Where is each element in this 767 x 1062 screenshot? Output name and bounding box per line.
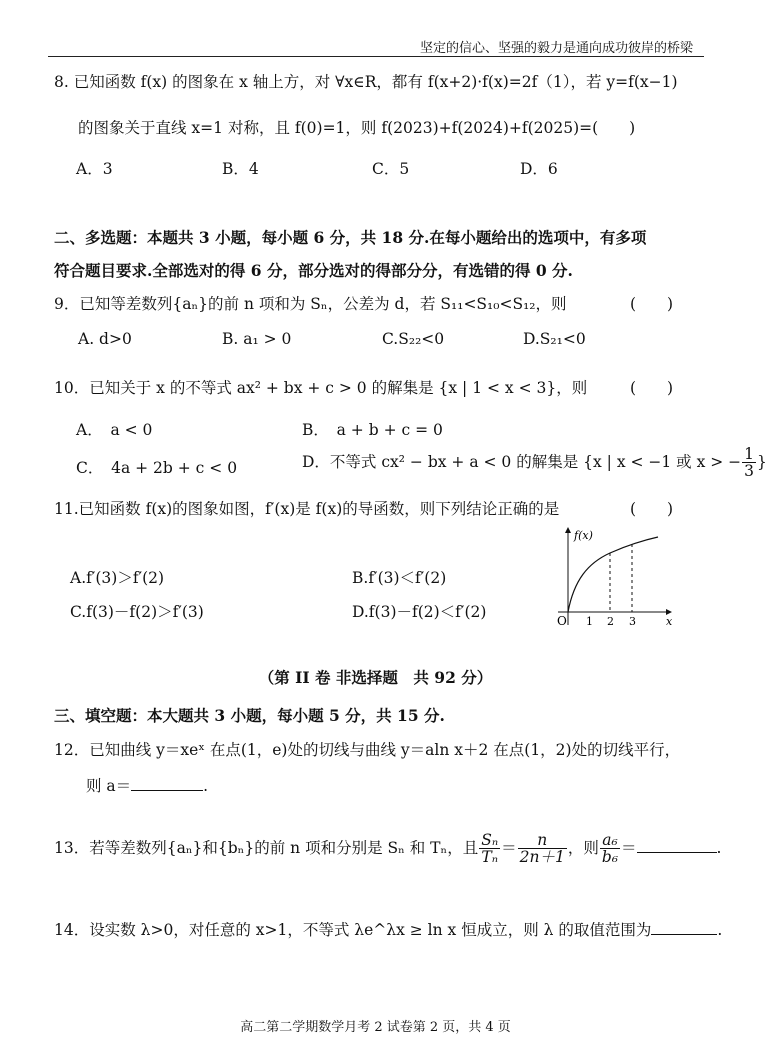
q11-option-a: A.f′(3)＞f′(2): [70, 569, 165, 587]
y-axis-arrow: [565, 527, 571, 533]
q12-prefix: 则 a＝: [86, 777, 132, 795]
q12-line2: 则 a＝ .: [86, 777, 209, 795]
q14-text: 14．设实数 λ>0，对任意的 x>1，不等式 λe^λx ≥ ln x 恒成立，则 λ 的取值范围为: [54, 921, 652, 939]
q13-frac-st: [479, 832, 500, 866]
q10-option-d: [302, 446, 767, 480]
q10-option-a: A． a < 0: [76, 421, 153, 439]
q11-option-b: B.f′(3)＜f′(2): [352, 569, 447, 587]
graph-tick-2: 2: [607, 615, 614, 628]
q13-prefix: 13．若等差数列{aₙ}和{bₙ}的前 n 项和分别是 Sₙ 和 Tₙ，且: [54, 838, 479, 857]
q10-stem: 10．已知关于 x 的不等式 ax² + bx + c > 0 的解集是 {x | 1 < x < 3}，则: [54, 379, 588, 397]
q13-mid: ，则: [567, 838, 599, 857]
q13-eq2: ＝: [621, 838, 637, 857]
q13-eq: ＝: [501, 838, 517, 857]
q11-stem: 11.已知函数 f(x)的图象如图，f′(x)是 f(x)的导函数，则下列结论正确的是: [54, 500, 560, 518]
q13-answer-blank[interactable]: [637, 852, 717, 853]
q11-option-c: C.f(3)－f(2)＞f′(3): [70, 603, 204, 621]
graph-tick-3: 3: [629, 615, 636, 628]
q13-frac-n-den: 2n＋1: [519, 848, 565, 867]
q8-line2: 的图象关于直线 x=1 对称，且 f(0)=1，则 f(2023)+f(2024)+f(2025)=( ): [78, 119, 636, 137]
q10-option-d-den: 3: [744, 462, 755, 481]
q13-frac-n: [518, 832, 567, 866]
graph-ylabel: f(x): [574, 529, 593, 542]
q10-option-d-fraction: [742, 446, 756, 480]
graph-xlabel: x: [666, 615, 673, 628]
f-curve: [568, 537, 658, 612]
q13-frac-st-den: Tₙ: [481, 848, 498, 867]
q9-option-b: B. a₁ > 0: [222, 330, 292, 348]
section2-line2: 符合题目要求.全部选对的得 6 分，部分选对的得部分分，有选错的得 0 分.: [54, 261, 573, 280]
q13-line: 13．若等差数列{aₙ}和{bₙ}的前 n 项和分别是 Sₙ 和 Tₙ，且 $\frac{\text{Sₙ}}{\text{Tₙ}}$ ＝ $\frac{n}{2n+1}$ ，则 $\frac{\text{a₆}}{\text{b₆}}$ ＝ .: [54, 831, 722, 867]
q9-paren: ( ): [630, 295, 674, 313]
q8-line1: 8. 已知函数 f(x) 的图象在 x 轴上方，对 ∀x∈R，都有 f(x+2)·f(x)=2f（1），若 y=f(x−1): [54, 73, 678, 91]
q8-option-c: C．5: [372, 160, 410, 178]
q10-paren: ( ): [630, 379, 674, 397]
graph-tick-1: 1: [586, 615, 593, 628]
q12-line1: 12．已知曲线 y＝xeˣ 在点(1，e)处的切线与曲线 y＝aln x＋2 在点(1，2)处的切线平行，: [54, 741, 681, 759]
q10-option-b: B． a + b + c = 0: [302, 421, 443, 439]
q8-option-d: D．6: [520, 160, 558, 178]
header-rule: [48, 56, 704, 57]
q13-frac-ab: [600, 832, 620, 866]
page-footer: 高二第二学期数学月考 2 试卷第 2 页，共 4 页: [240, 1020, 511, 1035]
section2-line1: 二、多选题：本题共 3 小题，每小题 6 分，共 18 分.在每小题给出的选项中，有多项: [54, 228, 647, 247]
q9-option-c: C.S₂₂<0: [382, 330, 445, 348]
graph-origin: O: [557, 614, 567, 628]
q10-option-c: C． 4a + 2b + c < 0: [76, 459, 238, 477]
q10-option-d-num: 1: [744, 445, 755, 463]
q10-option-d-suffix: }: [757, 452, 767, 471]
q10-option-d-prefix: D．不等式 cx² − bx + a < 0 的解集是 {x | x < −1 或 x > −: [302, 452, 742, 471]
part2-title: （第 II 卷 非选择题 共 92 分）: [258, 668, 493, 687]
header-slogan: 坚定的信心、坚强的毅力是通向成功彼岸的桥梁: [419, 41, 693, 56]
q9-option-a: A. d>0: [78, 330, 132, 348]
q13-frac-ab-den: b₆: [601, 848, 619, 867]
q11-paren: ( ): [630, 500, 674, 518]
q12-answer-blank[interactable]: [131, 790, 203, 791]
q13-frac-n-num: n: [518, 832, 567, 849]
q9-option-d: D.S₂₁<0: [523, 330, 586, 348]
q8-option-b: B．4: [222, 160, 259, 178]
q14-answer-blank[interactable]: [651, 934, 717, 935]
q14-line: 14．设实数 λ>0，对任意的 x>1，不等式 λe^λx ≥ ln x 恒成立，则 λ 的取值范围为 .: [54, 921, 723, 939]
q11-option-d: D.f(3)－f(2)＜f′(2): [352, 603, 487, 621]
q11-function-graph: [548, 525, 678, 630]
q13-frac-st-num: Sₙ: [481, 831, 499, 849]
section3-title: 三、填空题：本大题共 3 小题，每小题 5 分，共 15 分.: [54, 706, 445, 725]
q13-frac-ab-num: a₆: [600, 832, 620, 849]
q8-option-a: A．3: [76, 160, 113, 178]
q9-stem: 9．已知等差数列{aₙ}的前 n 项和为 Sₙ，公差为 d，若 S₁₁<S₁₀<S₁₂，则: [54, 295, 567, 313]
